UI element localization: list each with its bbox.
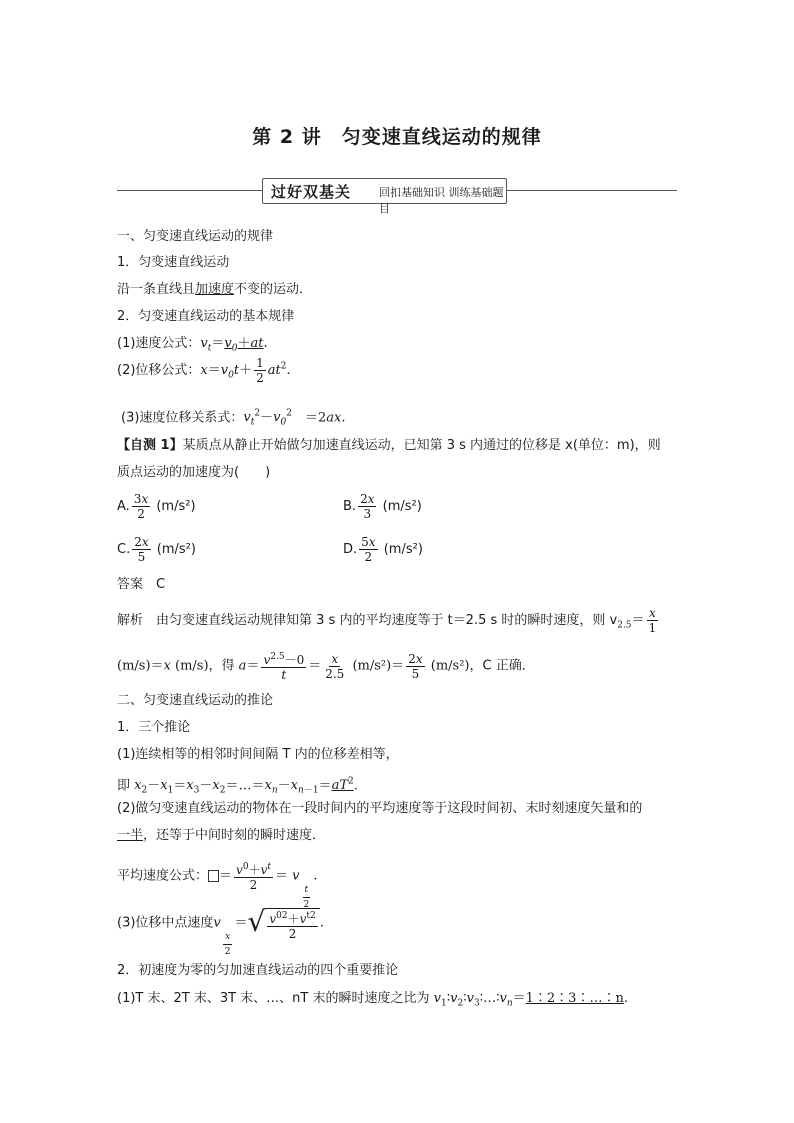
s1-p1-text: 沿一条直线且加速度不变的运动． (117, 282, 313, 297)
inference2-text: (2)做匀变速直线运动的物体在一段时间内的平均速度等于这段时间初、末时刻速度矢量和的 (117, 801, 643, 816)
section1-heading: 一、匀变速直线运动的规律 (117, 229, 274, 244)
midpoint-velocity-formula: (3)位移中点速度v $\frac{x}{2}$ ＝ √ $\frac{v^{02}+v^{t2}}{2}$ . (117, 905, 324, 957)
section2-heading: 二、匀变速直线运动的推论 (117, 693, 274, 708)
banner-divider-left (117, 190, 262, 191)
explanation-line1: 解析 由匀变速直线运动规律知第 3 s 内的平均速度等于 t＝2.5 s 时的瞬时速度，则 $v_{2.5}=$ $\frac{x}{1}$ (117, 606, 657, 635)
option-b: B. $\frac{2x}{3}$ (m/s²) (343, 492, 422, 521)
velocity-displacement-formula: (3)速度位移关系式：$v_t^2-v_0^2$ ＝2ax. (121, 409, 346, 428)
velocity-ratio: 1∶2∶3∶…∶n (525, 991, 624, 1006)
inference1-text: (1)连续相等的相邻时间间隔 T 内的位移差相等， (117, 747, 399, 762)
answer: 答案 C (117, 577, 166, 592)
banner-divider-right (507, 190, 677, 191)
banner-main-label: 过好双基关 (271, 183, 352, 201)
inference1-formula: 即 $x_2-x_1=x_3-x_2=\dots=x_n-x_{n-1}=aT^2$. (117, 777, 358, 796)
inference2-text-cont: 一半，还等于中间时刻的瞬时速度． (117, 828, 326, 843)
term-acceleration: 加速度 (195, 282, 235, 297)
banner-box (262, 178, 507, 215)
option-a: A. $\frac{3x}{2}$ (m/s²) (117, 492, 196, 521)
s2-p1-heading: 1．三个推论 (117, 720, 191, 735)
page-title: 第 2 讲 匀变速直线运动的规律 (252, 126, 542, 148)
option-c: C. $\frac{2x}{5}$ (m/s²) (117, 535, 196, 564)
term-half: 一半 (117, 828, 144, 843)
exercise1-question-line1: 【自测 1】某质点从静止开始做匀加速直线运动，已知第 3 s 内通过的位移是 x(单位：m)，则 (117, 438, 661, 453)
exercise-tag: 【自测 1】 (117, 438, 183, 453)
displacement-formula: (2)位移公式：$x=v_0t+$ $\frac{1}{2}$ $at^2$. (117, 356, 291, 385)
inference-ratio: (1)T 末、2T 末、3T 末、…、nT 末的瞬时速度之比为 $v_1∶v_2∶v_3∶\dots∶v_n=1∶2∶3∶\dots∶n$. (117, 991, 628, 1009)
section-banner (117, 176, 677, 215)
s2-p2-heading: 2．初速度为零的匀加速直线运动的四个重要推论 (117, 963, 399, 978)
s1-p2-heading: 2．匀变速直线运动的基本规律 (117, 309, 295, 324)
s1-p1-heading: 1．匀变速直线运动 (117, 255, 230, 270)
explanation-line2: (m/s)＝x (m/s)，得 a＝ $\frac{v^{2.5}-0}{t}$ ＝ $\frac{x}{2.5}$ (m/s²)＝ $\frac{2x}{5}$ (m/s²)，C 正确． (117, 651, 535, 682)
exercise1-question-line2: 质点运动的加速度为( ) (117, 465, 271, 480)
average-velocity-symbol-icon (208, 870, 219, 882)
banner-sub-label: 回扣基础知识 训练基础题目 (379, 186, 504, 215)
velocity-formula: (1)速度公式：$v_t=v_0+at$. (117, 336, 268, 354)
average-velocity-formula: 平均速度公式： ＝ $\frac{v^0+v^t}{2}$ ＝ v $\frac{t}{2}$ . (117, 862, 318, 910)
option-d: D. $\frac{5x}{2}$ (m/s²) (343, 535, 423, 564)
